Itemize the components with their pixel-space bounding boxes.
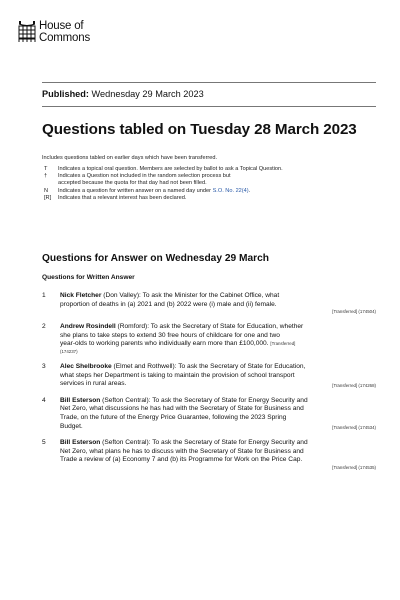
divider-top [42,82,376,83]
question-number: 2 [42,323,46,331]
legend-text-line1: Indicates a Question not included in the random selection process but [58,173,231,180]
question-line: Trade a review of (a) Economy 7 and (b) its Programme for Work on the Price Cap. [60,456,303,464]
question-line: proportion of deaths in (a) 2021 and (b) 2022 were (i) male and (ii) female. [60,300,277,308]
legend-symbol: † [44,173,48,180]
question-body [60,439,376,471]
legend-row-topical [42,166,362,173]
question-body [60,292,376,315]
constituency: (Sefton Central): [100,439,153,447]
question-line: year-olds to working parents who individually earn more than £100,000. [60,340,269,348]
question-number: 4 [42,396,46,404]
question-number: 3 [42,362,46,370]
portcullis-icon [18,21,36,43]
legend-text: Indicates that a relevant interest has been declared. [58,194,187,201]
question-number: 5 [42,439,46,447]
question-reference: (174237) [60,348,78,354]
question-line: services in rural areas. [60,380,127,388]
question-line: To ask the Secretary of State for Energy Security and [152,439,308,447]
published-date: Wednesday 29 March 2023 [91,89,204,99]
member-name: Alec Shelbrooke [60,362,112,370]
member-name: Andrew Rosindell [60,323,116,331]
question-number: 1 [42,292,46,299]
question-body [60,363,376,389]
legend-text [58,188,362,195]
constituency: (Sefton Central): [100,396,153,404]
question-item [42,363,376,389]
legend-row-named-day [42,188,362,195]
logo-line1: House of [39,20,84,32]
question-line: Trade, on the future of the Energy Price Guarantee, following the 2023 Spring [60,413,287,421]
published-label: Published: [42,89,89,99]
question-item [42,439,376,471]
member-name: Bill Esterson [60,396,101,404]
question-line: To ask the Secretary of State for Energy Security and [152,396,308,404]
intro-text: Includes questions tabled on earlier days which have been transferred. [42,155,218,161]
transferred-tag: [Transferred] [270,341,296,347]
question-list [42,292,376,471]
constituency: (Romford): [115,323,151,331]
constituency: (Don Valley): [101,292,143,299]
question-reference: [Transferred] (174535) [332,464,376,470]
logo-wordmark [39,20,90,44]
published-line [42,89,204,99]
legend-text-after: . [248,187,251,194]
question-reference: [Transferred] (174268) [332,382,376,388]
legend-symbol: [R] [44,194,52,201]
member-name: Nick Fletcher [60,292,102,299]
question-item [42,292,376,315]
legend-text [58,173,362,187]
legend-symbol: T [44,166,48,172]
question-item [42,397,376,431]
member-name: Bill Esterson [60,439,101,447]
question-line: Budget. [60,422,83,430]
standing-order-link[interactable]: S.O. No. 22(4) [212,187,249,194]
question-reference: [Transferred] (174534) [332,425,376,431]
question-line: she plans to take steps to extend 30 free hours of childcare for one and two [60,331,280,339]
legend-text-line2: accepted because the quota for that day had not been filled. [58,180,207,187]
divider-bottom [42,106,376,107]
legend [42,166,362,202]
question-item [42,323,376,355]
constituency: (Elmet and Rothwell): [111,362,179,370]
sub-heading: Questions for Written Answer [42,274,135,281]
page-title: Questions tabled on Tuesday 28 March 2023 [42,121,357,138]
logo-line2: Commons [39,32,91,44]
question-reference: [Transferred] (174504) [332,309,376,315]
legend-row-relevant-interest [42,195,362,202]
section-heading: Questions for Answer on Wednesday 29 March [42,253,270,264]
question-line: Net Zero, what plans he has to discuss with the Secretary of State for Business and [60,447,304,455]
question-line: Net Zero, what discussions he has had with the Secretary of State for Business and [60,405,304,413]
question-body [60,397,376,431]
question-line: To ask the Secretary of State for Education, whether [150,323,304,331]
legend-text-main: Indicates a question for written answer on a named day under [58,187,211,194]
question-line: To ask the Minister for the Cabinet Office, what [142,292,280,299]
legend-text: Indicates a topical oral question. Members are selected by ballot to ask a Topical Question. [58,166,283,172]
legend-row-dagger [42,173,362,187]
house-of-commons-logo [18,20,90,44]
legend-symbol: N [44,187,49,194]
question-body [60,323,376,355]
question-line: what steps her Department is taking to maintain the provision of school transport [60,371,295,379]
question-line: To ask the Secretary of State for Education, [178,362,306,370]
